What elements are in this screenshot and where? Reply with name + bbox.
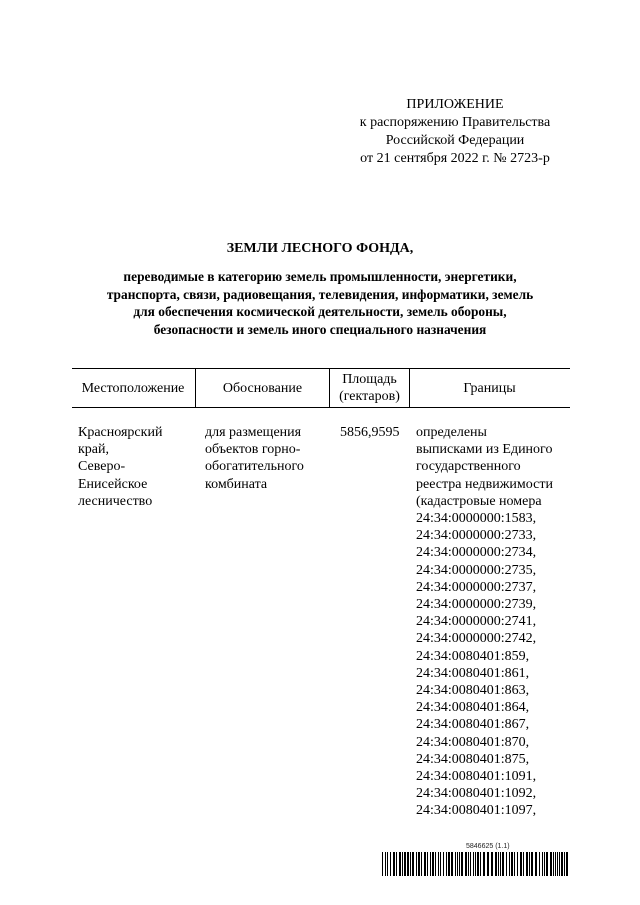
- appendix-date-number: от 21 сентября 2022 г. № 2723-р: [360, 151, 550, 166]
- cadastral-number: 24:34:0080401:1092,: [416, 786, 537, 802]
- table-header: [72, 368, 570, 408]
- location-line: Красноярский: [78, 425, 163, 440]
- justification-line: для размещения: [205, 425, 302, 440]
- header-location: Местоположение: [81, 380, 185, 396]
- header-area-unit: (гектаров): [339, 389, 400, 404]
- cadastral-number: 24:34:0000000:2733,: [416, 528, 537, 544]
- header-boundaries: Границы: [463, 380, 516, 396]
- appendix-government-line: Российской Федерации: [385, 133, 525, 148]
- barcode-image: [382, 852, 570, 876]
- cadastral-number: 24:34:0080401:875,: [416, 751, 530, 767]
- justification-line: комбината: [205, 476, 268, 492]
- appendix-order-line: к распоряжению Правительства: [359, 115, 551, 130]
- cadastral-number: 24:34:0000000:2734,: [416, 545, 537, 561]
- subtitle-line: переводимые в категорию земель промышленности, энергетики,: [123, 269, 517, 284]
- cadastral-number: 24:34:0000000:2735,: [416, 562, 537, 578]
- subtitle-line: транспорта, связи, радиовещания, телевидения, информатики, земель: [106, 286, 534, 302]
- area-value: 5856,9595: [340, 425, 400, 440]
- cell-area: [340, 424, 400, 441]
- location-line: Енисейское: [78, 476, 148, 492]
- cadastral-number: 24:34:0080401:861,: [416, 665, 530, 681]
- barcode-label: 5846625 (1.1): [466, 843, 510, 850]
- boundaries-line: реестра недвижимости: [416, 476, 553, 492]
- cadastral-number: 24:34:0000000:2742,: [416, 631, 537, 647]
- boundaries-line: (кадастровые номера: [416, 493, 542, 509]
- cadastral-number: 24:34:0000000:1583,: [416, 511, 537, 527]
- cadastral-number: 24:34:0080401:1091,: [416, 769, 537, 785]
- cadastral-number: 24:34:0080401:864,: [416, 700, 530, 716]
- header-area: [329, 369, 410, 407]
- location-line: Северо-: [78, 459, 126, 475]
- subtitle-line: для обеспечения космической деятельности, земель обороны,: [133, 304, 507, 319]
- document-title: ЗЕМЛИ ЛЕСНОГО ФОНДА,: [226, 241, 414, 256]
- cadastral-number: 24:34:0080401:870,: [416, 734, 530, 750]
- location-line: лесничество: [78, 493, 153, 509]
- subtitle-line: безопасности и земель иного специального назначения: [153, 321, 487, 337]
- cadastral-number: 24:34:0000000:2741,: [416, 614, 537, 630]
- cadastral-number: 24:34:0000000:2737,: [416, 579, 537, 595]
- justification-line: обогатительного: [205, 459, 304, 475]
- cell-justification: [205, 424, 304, 493]
- boundaries-line: выписками из Единого: [416, 442, 553, 458]
- location-line: край,: [78, 442, 110, 458]
- cell-location: [78, 424, 162, 510]
- cadastral-number: 24:34:0080401:863,: [416, 683, 530, 699]
- cadastral-number: 24:34:0000000:2739,: [416, 597, 537, 613]
- appendix-label: ПРИЛОЖЕНИЕ: [406, 97, 504, 112]
- cadastral-number: 24:34:0080401:859,: [416, 648, 530, 664]
- boundaries-line: государственного: [416, 459, 521, 475]
- header-area-line: Площадь: [342, 372, 397, 387]
- justification-line: объектов горно-: [205, 442, 301, 458]
- cadastral-number: 24:34:0080401:867,: [416, 717, 530, 733]
- cell-boundaries: [416, 424, 553, 820]
- header-justification: Обоснование: [195, 369, 329, 407]
- appendix-header: [330, 96, 580, 168]
- boundaries-line: определены: [416, 425, 487, 440]
- cadastral-number: 24:34:0080401:1097,: [416, 803, 537, 819]
- document-subtitle: [60, 268, 580, 338]
